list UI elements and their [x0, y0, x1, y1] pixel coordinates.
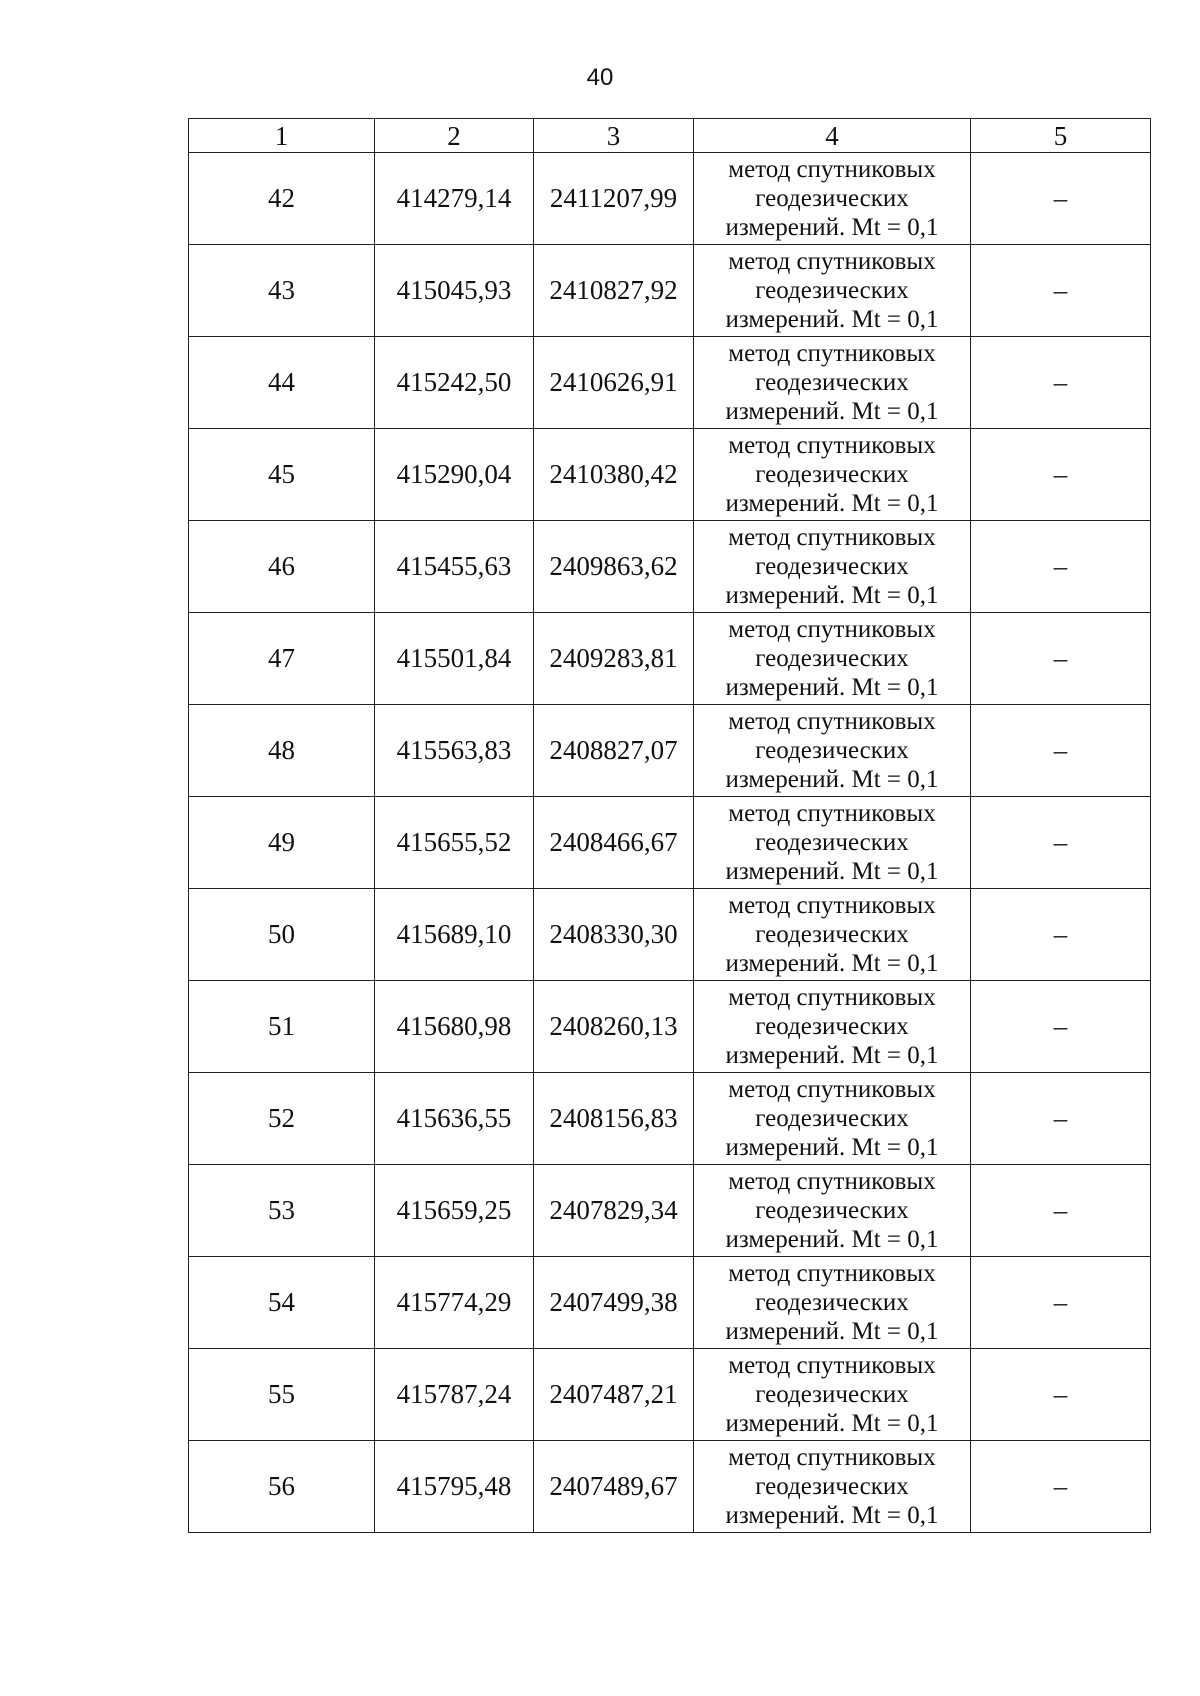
- table-row: [189, 705, 1151, 797]
- y-coordinate-cell: 2408466,67: [534, 797, 694, 889]
- y-coordinate-cell: 2407829,34: [534, 1165, 694, 1257]
- method-text-line: геодезических: [755, 1289, 909, 1316]
- y-coordinate-cell: 2407499,38: [534, 1257, 694, 1349]
- method-text-line: измерений. Mt = 0,1: [725, 1318, 939, 1345]
- method-text-line: геодезических: [755, 1473, 909, 1500]
- method-text-line: геодезических: [755, 1197, 909, 1224]
- note-cell: –: [971, 889, 1151, 981]
- table-row: [189, 153, 1151, 245]
- method-cell: [694, 1165, 971, 1257]
- column-header-1: 1: [189, 119, 375, 153]
- method-text-line: измерений. Mt = 0,1: [725, 858, 939, 885]
- method-text-line: метод спутниковых: [728, 800, 936, 827]
- method-text-line: измерений. Mt = 0,1: [725, 1226, 939, 1253]
- x-coordinate-cell: 415455,63: [375, 521, 534, 613]
- method-text-line: измерений. Mt = 0,1: [725, 1410, 939, 1437]
- method-cell: [694, 429, 971, 521]
- note-cell: –: [971, 337, 1151, 429]
- x-coordinate-cell: 415680,98: [375, 981, 534, 1073]
- y-coordinate-cell: 2410626,91: [534, 337, 694, 429]
- method-text-line: геодезических: [755, 737, 909, 764]
- table-row: [189, 1165, 1151, 1257]
- note-cell: –: [971, 705, 1151, 797]
- method-cell: [694, 245, 971, 337]
- note-cell: –: [971, 797, 1151, 889]
- method-cell: [694, 889, 971, 981]
- method-cell: [694, 1441, 971, 1533]
- note-cell: –: [971, 1257, 1151, 1349]
- method-text-line: измерений. Mt = 0,1: [725, 766, 939, 793]
- point-number-cell: 54: [189, 1257, 375, 1349]
- x-coordinate-cell: 415659,25: [375, 1165, 534, 1257]
- method-text-line: геодезических: [755, 461, 909, 488]
- point-number-cell: 49: [189, 797, 375, 889]
- note-cell: –: [971, 521, 1151, 613]
- x-coordinate-cell: 415787,24: [375, 1349, 534, 1441]
- x-coordinate-cell: 415689,10: [375, 889, 534, 981]
- method-text-line: измерений. Mt = 0,1: [725, 582, 939, 609]
- method-text-line: метод спутниковых: [728, 1260, 936, 1287]
- table-row: [189, 613, 1151, 705]
- x-coordinate-cell: 415795,48: [375, 1441, 534, 1533]
- method-cell: [694, 1349, 971, 1441]
- method-text-line: геодезических: [755, 185, 909, 212]
- note-cell: –: [971, 153, 1151, 245]
- table-row: [189, 337, 1151, 429]
- point-number-cell: 44: [189, 337, 375, 429]
- note-cell: –: [971, 245, 1151, 337]
- x-coordinate-cell: 415045,93: [375, 245, 534, 337]
- table-row: [189, 797, 1151, 889]
- point-number-cell: 48: [189, 705, 375, 797]
- point-number-cell: 55: [189, 1349, 375, 1441]
- method-cell: [694, 1257, 971, 1349]
- y-coordinate-cell: 2409283,81: [534, 613, 694, 705]
- point-number-cell: 52: [189, 1073, 375, 1165]
- table-row: [189, 981, 1151, 1073]
- method-text-line: метод спутниковых: [728, 432, 936, 459]
- method-text-line: геодезических: [755, 645, 909, 672]
- table-header: [189, 119, 1151, 153]
- x-coordinate-cell: 415501,84: [375, 613, 534, 705]
- note-cell: –: [971, 981, 1151, 1073]
- point-number-cell: 51: [189, 981, 375, 1073]
- column-header-3: 3: [534, 119, 694, 153]
- method-cell: [694, 153, 971, 245]
- point-number-cell: 42: [189, 153, 375, 245]
- method-text-line: метод спутниковых: [728, 156, 936, 183]
- method-text-line: метод спутниковых: [728, 892, 936, 919]
- method-text-line: геодезических: [755, 1013, 909, 1040]
- method-text-line: геодезических: [755, 369, 909, 396]
- table-row: [189, 889, 1151, 981]
- column-header-4: 4: [694, 119, 971, 153]
- table-row: [189, 1257, 1151, 1349]
- method-cell: [694, 797, 971, 889]
- table-row: [189, 245, 1151, 337]
- method-text-line: метод спутниковых: [728, 616, 936, 643]
- header-row: [189, 119, 1151, 153]
- y-coordinate-cell: 2410827,92: [534, 245, 694, 337]
- method-cell: [694, 613, 971, 705]
- x-coordinate-cell: 415655,52: [375, 797, 534, 889]
- method-text-line: геодезических: [755, 921, 909, 948]
- method-text-line: метод спутниковых: [728, 248, 936, 275]
- point-number-cell: 56: [189, 1441, 375, 1533]
- method-cell: [694, 981, 971, 1073]
- note-cell: –: [971, 1349, 1151, 1441]
- method-cell: [694, 1073, 971, 1165]
- table-row: [189, 521, 1151, 613]
- method-text-line: метод спутниковых: [728, 1444, 936, 1471]
- method-text-line: измерений. Mt = 0,1: [725, 1502, 939, 1529]
- point-number-cell: 50: [189, 889, 375, 981]
- method-text-line: измерений. Mt = 0,1: [725, 1134, 939, 1161]
- table-body: [189, 153, 1151, 1533]
- method-text-line: геодезических: [755, 829, 909, 856]
- y-coordinate-cell: 2409863,62: [534, 521, 694, 613]
- method-text-line: измерений. Mt = 0,1: [725, 490, 939, 517]
- method-text-line: геодезических: [755, 1381, 909, 1408]
- table-row: [189, 1349, 1151, 1441]
- method-text-line: измерений. Mt = 0,1: [725, 398, 939, 425]
- method-text-line: метод спутниковых: [728, 1076, 936, 1103]
- method-text-line: метод спутниковых: [728, 984, 936, 1011]
- x-coordinate-cell: 415290,04: [375, 429, 534, 521]
- y-coordinate-cell: 2408827,07: [534, 705, 694, 797]
- table-row: [189, 1073, 1151, 1165]
- note-cell: –: [971, 1165, 1151, 1257]
- x-coordinate-cell: 415774,29: [375, 1257, 534, 1349]
- y-coordinate-cell: 2410380,42: [534, 429, 694, 521]
- x-coordinate-cell: 415636,55: [375, 1073, 534, 1165]
- point-number-cell: 45: [189, 429, 375, 521]
- y-coordinate-cell: 2408330,30: [534, 889, 694, 981]
- x-coordinate-cell: 414279,14: [375, 153, 534, 245]
- x-coordinate-cell: 415242,50: [375, 337, 534, 429]
- method-text-line: измерений. Mt = 0,1: [725, 214, 939, 241]
- method-text-line: метод спутниковых: [728, 524, 936, 551]
- method-text-line: измерений. Mt = 0,1: [725, 306, 939, 333]
- point-number-cell: 47: [189, 613, 375, 705]
- point-number-cell: 46: [189, 521, 375, 613]
- y-coordinate-cell: 2407487,21: [534, 1349, 694, 1441]
- method-cell: [694, 337, 971, 429]
- method-text-line: измерений. Mt = 0,1: [725, 1042, 939, 1069]
- note-cell: –: [971, 1441, 1151, 1533]
- method-text-line: метод спутниковых: [728, 1168, 936, 1195]
- table-row: [189, 1441, 1151, 1533]
- method-cell: [694, 705, 971, 797]
- method-text-line: метод спутниковых: [728, 708, 936, 735]
- page-number: 40: [586, 64, 614, 91]
- method-text-line: геодезических: [755, 553, 909, 580]
- method-text-line: метод спутниковых: [728, 340, 936, 367]
- method-cell: [694, 521, 971, 613]
- table-row: [189, 429, 1151, 521]
- column-header-2: 2: [375, 119, 534, 153]
- point-number-cell: 53: [189, 1165, 375, 1257]
- point-number-cell: 43: [189, 245, 375, 337]
- method-text-line: измерений. Mt = 0,1: [725, 674, 939, 701]
- y-coordinate-cell: 2411207,99: [534, 153, 694, 245]
- y-coordinate-cell: 2407489,67: [534, 1441, 694, 1533]
- method-text-line: геодезических: [755, 1105, 909, 1132]
- method-text-line: метод спутниковых: [728, 1352, 936, 1379]
- x-coordinate-cell: 415563,83: [375, 705, 534, 797]
- y-coordinate-cell: 2408156,83: [534, 1073, 694, 1165]
- coordinates-table: [188, 118, 1151, 1533]
- note-cell: –: [971, 429, 1151, 521]
- note-cell: –: [971, 1073, 1151, 1165]
- method-text-line: геодезических: [755, 277, 909, 304]
- method-text-line: измерений. Mt = 0,1: [725, 950, 939, 977]
- y-coordinate-cell: 2408260,13: [534, 981, 694, 1073]
- column-header-5: 5: [971, 119, 1151, 153]
- note-cell: –: [971, 613, 1151, 705]
